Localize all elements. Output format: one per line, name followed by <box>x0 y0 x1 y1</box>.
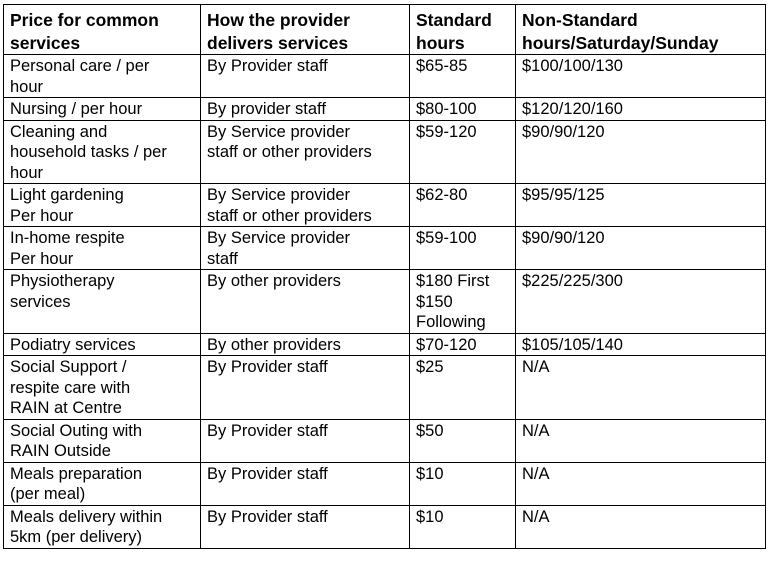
service-cell: In-home respite Per hour <box>4 227 201 270</box>
delivery-cell: By Provider staff <box>201 55 410 98</box>
service-cell: Social Outing with RAIN Outside <box>4 419 201 462</box>
service-cell: Nursing / per hour <box>4 98 201 121</box>
table-row <box>4 505 766 548</box>
standard-price-cell: $59-100 <box>410 227 516 270</box>
standard-price-cell: $50 <box>410 419 516 462</box>
delivery-cell: By Provider staff <box>201 356 410 420</box>
delivery-cell: By Provider staff <box>201 505 410 548</box>
standard-price-cell: $70-120 <box>410 333 516 356</box>
table-row <box>4 227 766 270</box>
standard-price-cell: $62-80 <box>410 184 516 227</box>
table-row <box>4 333 766 356</box>
non-standard-price-cell: $105/105/140 <box>516 333 766 356</box>
service-cell: Personal care / per hour <box>4 55 201 98</box>
standard-price-cell: $59-120 <box>410 120 516 184</box>
delivery-cell: By other providers <box>201 333 410 356</box>
table-row <box>4 270 766 334</box>
delivery-cell: By Service provider staff <box>201 227 410 270</box>
service-cell: Physiotherapy services <box>4 270 201 334</box>
service-cell: Podiatry services <box>4 333 201 356</box>
standard-price-cell: $25 <box>410 356 516 420</box>
non-standard-price-cell: N/A <box>516 356 766 420</box>
header-how-provider-delivers: How the provider delivers services <box>201 5 410 55</box>
service-cell: Social Support / respite care with RAIN at Centre <box>4 356 201 420</box>
delivery-cell: By Service provider staff or other providers <box>201 120 410 184</box>
non-standard-price-cell: N/A <box>516 419 766 462</box>
price-table <box>3 4 766 549</box>
service-cell: Cleaning and household tasks / per hour <box>4 120 201 184</box>
non-standard-price-cell: $100/100/130 <box>516 55 766 98</box>
standard-price-cell: $65-85 <box>410 55 516 98</box>
table-row <box>4 356 766 420</box>
non-standard-price-cell: $95/95/125 <box>516 184 766 227</box>
table-row <box>4 184 766 227</box>
delivery-cell: By provider staff <box>201 98 410 121</box>
header-non-standard-hours: Non-Standard hours/Saturday/Sunday <box>516 5 766 55</box>
delivery-cell: By Provider staff <box>201 462 410 505</box>
non-standard-price-cell: $90/90/120 <box>516 120 766 184</box>
standard-price-cell: $10 <box>410 505 516 548</box>
table-row <box>4 98 766 121</box>
delivery-cell: By other providers <box>201 270 410 334</box>
table-row <box>4 419 766 462</box>
table-row <box>4 55 766 98</box>
non-standard-price-cell: N/A <box>516 462 766 505</box>
delivery-cell: By Service provider staff or other providers <box>201 184 410 227</box>
standard-price-cell: $10 <box>410 462 516 505</box>
non-standard-price-cell: $225/225/300 <box>516 270 766 334</box>
non-standard-price-cell: $90/90/120 <box>516 227 766 270</box>
service-cell: Meals preparation (per meal) <box>4 462 201 505</box>
header-standard-hours: Standard hours <box>410 5 516 55</box>
service-cell: Meals delivery within 5km (per delivery) <box>4 505 201 548</box>
table-header-row <box>4 5 766 55</box>
delivery-cell: By Provider staff <box>201 419 410 462</box>
non-standard-price-cell: $120/120/160 <box>516 98 766 121</box>
standard-price-cell: $80-100 <box>410 98 516 121</box>
table-row <box>4 462 766 505</box>
table-row <box>4 120 766 184</box>
service-cell: Light gardening Per hour <box>4 184 201 227</box>
header-price-for-common-services: Price for common services <box>4 5 201 55</box>
standard-price-cell: $180 First $150 Following <box>410 270 516 334</box>
non-standard-price-cell: N/A <box>516 505 766 548</box>
